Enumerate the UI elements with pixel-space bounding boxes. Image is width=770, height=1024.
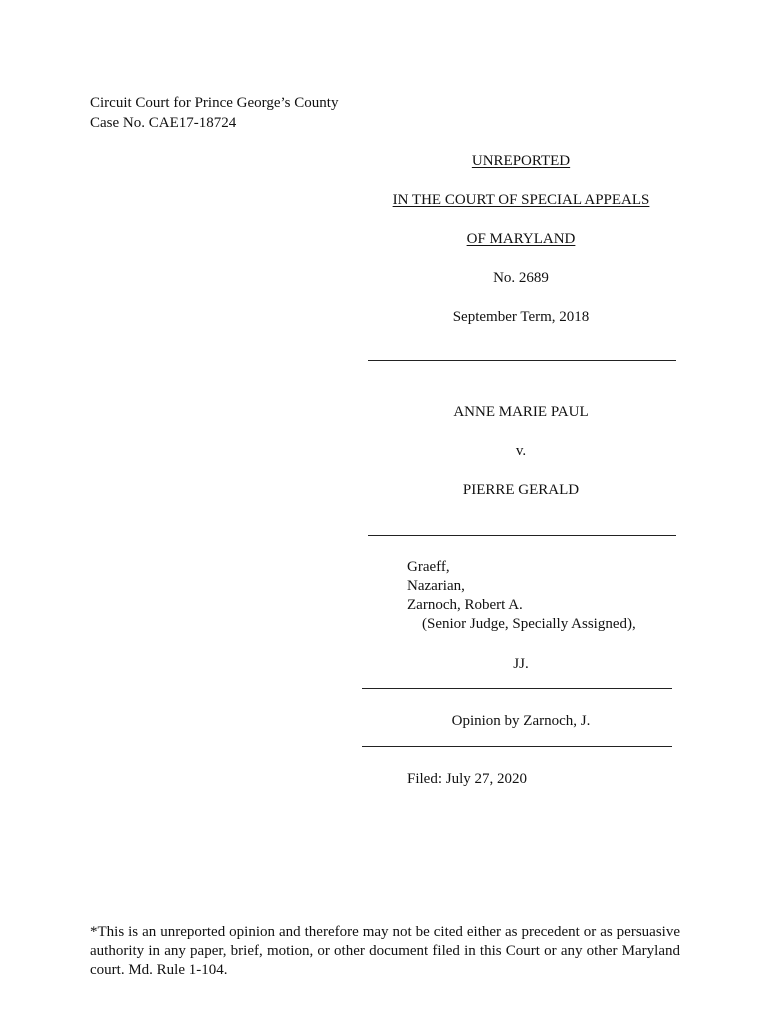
judge-graeff: Graeff, (407, 559, 450, 575)
appellant-name: ANNE MARIE PAUL (453, 404, 589, 420)
judge-nazarian: Nazarian, (407, 578, 465, 594)
filed-date: Filed: July 27, 2020 (407, 771, 528, 787)
divider-rule (368, 360, 676, 361)
circuit-court-name: Circuit Court for Prince George’s County (90, 95, 339, 111)
opinion-author: Opinion by Zarnoch, J. (451, 713, 591, 729)
court-name-line2: OF MARYLAND (466, 231, 576, 247)
court-name-line1: IN THE COURT OF SPECIAL APPEALS (392, 192, 650, 208)
judges-suffix: JJ. (513, 656, 529, 672)
case-number: Case No. CAE17-18724 (90, 115, 237, 131)
unreported-heading: UNREPORTED (471, 153, 571, 169)
term: September Term, 2018 (452, 309, 590, 325)
judge-zarnoch: Zarnoch, Robert A. (407, 597, 523, 613)
divider-rule (362, 688, 672, 689)
appellee-name: PIERRE GERALD (462, 482, 580, 498)
divider-rule (362, 746, 672, 747)
divider-rule (368, 535, 676, 536)
judge-designation: (Senior Judge, Specially Assigned), (422, 616, 636, 632)
unreported-footnote: *This is an unreported opinion and therefore may not be cited either as precedent or as persuasive authority in any paper, brief, motion, or other document filed in this Court or any other Maryland court. Md. Rule 1-104. (90, 924, 680, 978)
versus-label: v. (515, 443, 527, 459)
appeal-number: No. 2689 (493, 270, 549, 286)
